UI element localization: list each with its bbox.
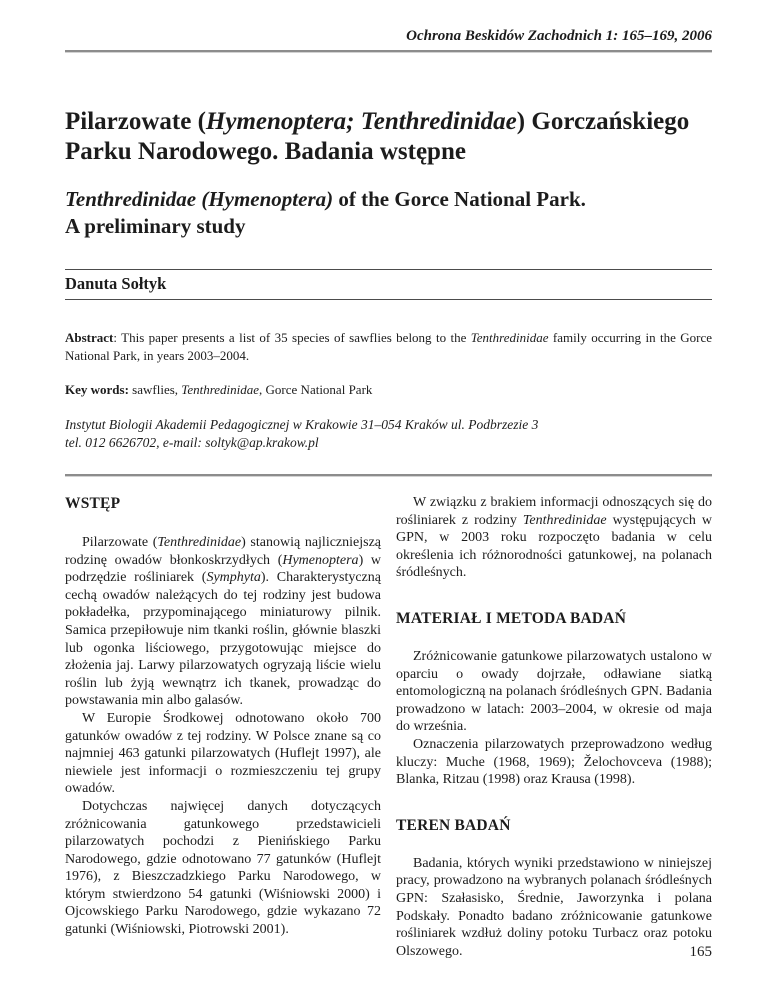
paragraph-intro-1: Pilarzowate (Tenthredinidae) stanowią najliczniejszą rodzinę owadów błonkoskrzydłych (Hymenoptera) w podrzędzie rośliniarek (Symphyta). Charakterystyczną cechą owadów należących do tej rodziny jest budowa pokładełka, przypominającego miniaturowy pilnik. Samica przepiłowuje nim tkanki roślin, głównie blaszki lub ogonka liściowego, przygotowując miejsce do złożenia jaj. Larwy pilarzowatych ogryzają liście wielu roślin lub żyją wewnątrz ich tkanek, prowadząc do powstawania min albo galasów.: [65, 535, 382, 709]
header-rule: [65, 50, 712, 52]
article-title-english: Tenthredinidae (Hymenoptera) of the Gorce National Park. A preliminary study: [65, 187, 586, 238]
author-block: [65, 269, 712, 300]
section-heading-teren: TEREN BADAŃ: [396, 816, 511, 834]
journal-header: Ochrona Beskidów Zachodnich 1: 165–169, 2006: [406, 28, 712, 44]
abstract-text: Abstract: This paper presents a list of 35 species of sawflies belong to the Tenthredinidae family occurring in the Gorce National Park, in years 2003–2004.: [65, 330, 712, 363]
paragraph-material-1: Zróżnicowanie gatunkowe pilarzowatych ustalono w oparciu o owady dojrzałe, odławiane siatką entomologiczną na polanach śródleśnych GPN. Badania prowadzono w latach: 2003–2004, w okresie od maja do września.: [396, 648, 712, 735]
two-column-body: [65, 494, 712, 960]
left-column: [65, 494, 381, 960]
section-heading-material: MATERIAŁ I METODA BADAŃ: [396, 609, 627, 627]
author-name: Danuta Sołtyk: [65, 274, 167, 293]
paragraph-intro-2: W Europie Środkowej odnotowano około 700 gatunków owadów z tej rodziny. W Polsce znane są co najmniej 463 gatunki pilarzowatych (Huflejt 1997), ale niewiele jest informacji o rozmieszczeniu tej grupy owadów.: [65, 710, 381, 797]
paragraph-material-2: Oznaczenia pilarzowatych przeprowadzono według kluczy: Muche (1968, 1969); Želochovceva (1988); Blanka, Ritzau (1998) oraz Krausa (1998).: [396, 736, 712, 788]
section-heading-wstep: WSTĘP: [65, 495, 121, 512]
keywords-line: Key words: sawflies, Tenthredinidae, Gorce National Park: [65, 382, 373, 397]
affiliation-line-1: Instytut Biologii Akademii Pedagogicznej w Krakowie 31–054 Kraków ul. Podbrzezie 3: [65, 417, 539, 432]
affiliation-line-2: tel. 012 6626702, e-mail: soltyk@ap.krakow.pl: [65, 434, 319, 450]
page-number: 165: [689, 944, 712, 960]
right-column: [396, 494, 712, 960]
paragraph-teren-1: Badania, których wyniki przedstawiono w niniejszej pracy, prowadzono na wybranych polanach śródleśnych GPN: Szałasisko, Średnie, Jaworzynka i polana Podskały. Ponadto badano zróżnicowanie gatunkowe rośliniarek wzdłuż doliny potoku Turbacz oraz potoku Olszowego.: [396, 855, 712, 959]
article-title-polish: Pilarzowate (Hymenoptera; Tenthredinidae) Gorczańskiego Parku Narodowego. Badania wstępne: [65, 108, 690, 165]
section-divider-rule: [65, 474, 712, 476]
paragraph-intro-3: Dotychczas najwięcej danych dotyczących zróżnicowania gatunkowego przedstawicieli pilarzowatych pochodzi z Pienińskiego Parku Narodowego, gdzie odnotowano 77 gatunków (Huflejt 1976), z Bieszczadzkiego Parku Narodowego, w którym stwierdzono 54 gatunki (Wiśniowski 2000) i Ojcowskiego Parku Narodowego, gdzie wykazano 72 gatunki (Wiśniowski, Piotrowski 2001).: [65, 798, 381, 938]
affiliation: [65, 416, 712, 451]
paragraph-intro-4: W związku z brakiem informacji odnoszących się do rośliniarek z rodziny Tenthredinidae występujących w GPN, w 2003 roku rozpoczęto badania w celu określenia ich różnorodności gatunkowej, na polanach śródleśnych.: [396, 495, 712, 581]
